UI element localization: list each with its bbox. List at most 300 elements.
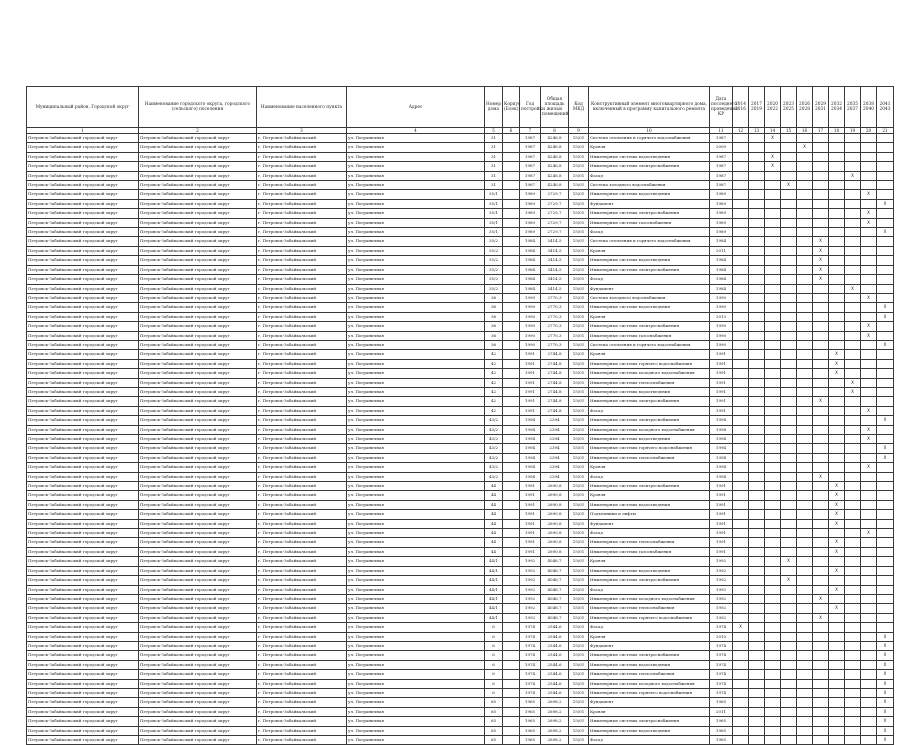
cell-p: Петровск-Забайкальский городской округ — [139, 453, 257, 462]
cell-a: ул. Пограничная — [347, 331, 485, 340]
table-row — [27, 369, 894, 378]
cell-h: 36 — [485, 331, 503, 340]
cell-e: Фундамент — [589, 519, 710, 528]
cell-empty — [503, 359, 520, 368]
cell-n: г. Петровск-Забайкальский — [257, 510, 347, 519]
cell-h: 42 — [485, 406, 503, 415]
period-cell — [845, 538, 861, 547]
cell-k: 15/01 — [569, 162, 589, 171]
cell-h: 43/2 — [485, 453, 503, 462]
period-cell — [845, 566, 861, 575]
cell-p: Петровск-Забайкальский городской округ — [139, 670, 257, 679]
cell-p: Петровск-Забайкальский городской округ — [139, 284, 257, 293]
cell-d: 1991 — [710, 378, 733, 387]
period-cell — [829, 670, 845, 679]
cell-empty — [503, 181, 520, 190]
period-cell — [749, 613, 765, 622]
table-row — [27, 209, 894, 218]
period-cell — [765, 698, 781, 707]
cell-y: 1991 — [520, 547, 541, 556]
cell-k: 15/01 — [569, 632, 589, 641]
period-cell — [845, 688, 861, 697]
cell-e: Инженерные системы горячего водоснабжения — [589, 444, 710, 453]
period-cell — [845, 237, 861, 246]
period-cell — [733, 331, 749, 340]
period-cell — [797, 218, 813, 227]
column-number: 4 — [347, 128, 485, 134]
period-cell — [797, 529, 813, 538]
period-mark: X — [877, 340, 894, 349]
cell-p: Петровск-Забайкальский городской округ — [139, 331, 257, 340]
period-cell — [829, 134, 845, 143]
period-cell — [829, 228, 845, 237]
cell-y: 1984 — [520, 256, 541, 265]
period-cell — [797, 651, 813, 660]
period-cell — [861, 378, 877, 387]
cell-k: 15/01 — [569, 416, 589, 425]
period-cell — [765, 557, 781, 566]
period-cell — [797, 190, 813, 199]
cell-n: г. Петровск-Забайкальский — [257, 679, 347, 688]
cell-p: Петровск-Забайкальский городской округ — [139, 387, 257, 396]
cell-h: 36 — [485, 340, 503, 349]
cell-h: 44 — [485, 482, 503, 491]
cell-r: Петровск-Забайкальский городской округ — [27, 641, 139, 650]
period-cell — [813, 670, 829, 679]
period-cell — [845, 651, 861, 660]
period-cell — [813, 547, 829, 556]
cell-e: Инженерные системы газоснабжения — [589, 547, 710, 556]
period-mark: X — [829, 350, 845, 359]
period-cell — [781, 510, 797, 519]
cell-k: 15/01 — [569, 322, 589, 331]
period-cell — [797, 322, 813, 331]
period-cell — [765, 425, 781, 434]
cell-p: Петровск-Забайкальский городской округ — [139, 623, 257, 632]
period-cell — [797, 331, 813, 340]
period-mark: X — [781, 576, 797, 585]
period-cell — [765, 679, 781, 688]
cell-s: 3414,5 — [541, 246, 569, 255]
table-row — [27, 717, 894, 726]
cell-d: 1987 — [710, 171, 733, 180]
period-cell — [765, 275, 781, 284]
period-cell — [877, 256, 894, 265]
cell-empty — [503, 463, 520, 472]
cell-n: г. Петровск-Забайкальский — [257, 350, 347, 359]
cell-p: Петровск-Забайкальский городской округ — [139, 594, 257, 603]
period-cell — [797, 538, 813, 547]
cell-s: 4046,7 — [541, 585, 569, 594]
cell-y: 1994 — [520, 463, 541, 472]
cell-empty — [503, 228, 520, 237]
cell-k: 15/01 — [569, 303, 589, 312]
period-mark: X — [877, 632, 894, 641]
period-mark: X — [845, 378, 861, 387]
period-cell — [765, 604, 781, 613]
period-cell — [845, 679, 861, 688]
period-cell — [733, 482, 749, 491]
cell-n: г. Петровск-Забайкальский — [257, 623, 347, 632]
cell-a: ул. Пограничная — [347, 350, 485, 359]
period-cell — [765, 585, 781, 594]
cell-y: 1991 — [520, 482, 541, 491]
cell-r: Петровск-Забайкальский городской округ — [27, 538, 139, 547]
period-cell — [813, 303, 829, 312]
column-header: Корпус (Блок) — [503, 87, 520, 128]
period-cell — [781, 707, 797, 716]
cell-s: 2394 — [541, 425, 569, 434]
period-cell — [813, 293, 829, 302]
cell-n: г. Петровск-Забайкальский — [257, 397, 347, 406]
period-cell — [829, 651, 845, 660]
period-cell — [733, 378, 749, 387]
table-row — [27, 265, 894, 274]
cell-a: ул. Пограничная — [347, 134, 485, 143]
period-cell — [861, 152, 877, 161]
period-cell — [733, 228, 749, 237]
period-cell — [861, 397, 877, 406]
period-mark: X — [861, 406, 877, 415]
cell-n: г. Петровск-Забайкальский — [257, 378, 347, 387]
period-cell — [845, 256, 861, 265]
cell-d: 1987 — [710, 134, 733, 143]
period-cell — [829, 717, 845, 726]
cell-h: 65 — [485, 736, 503, 745]
cell-r: Петровск-Забайкальский городской округ — [27, 519, 139, 528]
cell-a: ул. Пограничная — [347, 519, 485, 528]
period-mark: X — [877, 228, 894, 237]
period-mark: X — [845, 284, 861, 293]
cell-h: 43/2 — [485, 444, 503, 453]
cell-d: 2011 — [710, 707, 733, 716]
period-cell — [749, 698, 765, 707]
period-cell — [845, 444, 861, 453]
table-row — [27, 275, 894, 284]
cell-s: 2770,3 — [541, 331, 569, 340]
cell-s: 4246,8 — [541, 171, 569, 180]
cell-n: г. Петровск-Забайкальский — [257, 134, 347, 143]
period-cell — [765, 538, 781, 547]
period-cell — [765, 416, 781, 425]
cell-e: Инженерные системы водоотведения — [589, 660, 710, 669]
period-cell — [733, 472, 749, 481]
cell-empty — [503, 613, 520, 622]
cell-h: 44/1 — [485, 594, 503, 603]
cell-y: 1992 — [520, 594, 541, 603]
cell-d: 1974 — [710, 660, 733, 669]
period-cell — [829, 162, 845, 171]
cell-d: 1994 — [710, 444, 733, 453]
table-row — [27, 416, 894, 425]
period-cell — [845, 726, 861, 735]
cell-empty — [503, 679, 520, 688]
cell-r: Петровск-Забайкальский городской округ — [27, 303, 139, 312]
period-cell — [813, 698, 829, 707]
period-cell — [813, 623, 829, 632]
period-cell — [797, 256, 813, 265]
table-row — [27, 171, 894, 180]
cell-y: 1974 — [520, 670, 541, 679]
period-cell — [797, 726, 813, 735]
cell-e: Фасад — [589, 529, 710, 538]
cell-e: Инженерные системы электроснабжения — [589, 416, 710, 425]
cell-empty — [503, 736, 520, 745]
cell-y: 1991 — [520, 397, 541, 406]
cell-y: 1994 — [520, 453, 541, 462]
period-cell — [845, 369, 861, 378]
cell-y: 1974 — [520, 660, 541, 669]
cell-y: 1990 — [520, 312, 541, 321]
cell-empty — [503, 670, 520, 679]
period-cell — [765, 717, 781, 726]
cell-d: 1992 — [710, 613, 733, 622]
cell-r: Петровск-Забайкальский городской округ — [27, 679, 139, 688]
period-cell — [749, 209, 765, 218]
cell-n: г. Петровск-Забайкальский — [257, 406, 347, 415]
cell-p: Петровск-Забайкальский городской округ — [139, 576, 257, 585]
column-number: 21 — [877, 128, 894, 134]
cell-p: Петровск-Забайкальский городской округ — [139, 557, 257, 566]
period-cell — [797, 482, 813, 491]
column-header: Общая площадь жилых помещений — [541, 87, 569, 128]
cell-d: 1984 — [710, 256, 733, 265]
period-mark: X — [877, 312, 894, 321]
period-cell — [749, 256, 765, 265]
cell-empty — [503, 350, 520, 359]
cell-y: 1987 — [520, 143, 541, 152]
period-cell — [765, 547, 781, 556]
period-mark: X — [877, 641, 894, 650]
cell-n: г. Петровск-Забайкальский — [257, 331, 347, 340]
cell-h: 44/1 — [485, 557, 503, 566]
table-row — [27, 576, 894, 585]
cell-e: Инженерные системы горячего водоснабжения — [589, 613, 710, 622]
cell-k: 15/01 — [569, 660, 589, 669]
cell-d: 1992 — [710, 585, 733, 594]
cell-d: 1990 — [710, 293, 733, 302]
cell-a: ул. Пограничная — [347, 171, 485, 180]
period-cell — [749, 435, 765, 444]
period-cell — [845, 340, 861, 349]
period-cell — [733, 632, 749, 641]
cell-y: 1984 — [520, 284, 541, 293]
cell-p: Петровск-Забайкальский городской округ — [139, 256, 257, 265]
period-cell — [829, 387, 845, 396]
cell-h: 6 — [485, 660, 503, 669]
cell-r: Петровск-Забайкальский городской округ — [27, 369, 139, 378]
cell-k: 15/01 — [569, 604, 589, 613]
period-cell — [813, 557, 829, 566]
cell-s: 2770,3 — [541, 312, 569, 321]
capital-repair-table — [26, 86, 894, 745]
cell-r: Петровск-Забайкальский городской округ — [27, 717, 139, 726]
period-cell — [733, 613, 749, 622]
cell-r: Петровск-Забайкальский городской округ — [27, 181, 139, 190]
cell-empty — [503, 482, 520, 491]
cell-e: Кровля — [589, 463, 710, 472]
cell-d: 1974 — [710, 651, 733, 660]
cell-d: 1965 — [710, 726, 733, 735]
period-cell — [829, 406, 845, 415]
period-cell — [813, 350, 829, 359]
cell-h: 44/1 — [485, 613, 503, 622]
period-cell — [861, 143, 877, 152]
cell-s: 2690,8 — [541, 519, 569, 528]
cell-n: г. Петровск-Забайкальский — [257, 181, 347, 190]
cell-k: 15/01 — [569, 651, 589, 660]
period-mark: X — [781, 181, 797, 190]
cell-s: 3414,5 — [541, 275, 569, 284]
period-cell — [861, 453, 877, 462]
column-number: 9 — [569, 128, 589, 134]
period-cell — [861, 566, 877, 575]
period-cell — [829, 237, 845, 246]
cell-r: Петровск-Забайкальский городской округ — [27, 491, 139, 500]
period-cell — [781, 604, 797, 613]
period-mark: X — [861, 435, 877, 444]
cell-empty — [503, 707, 520, 716]
period-cell — [749, 143, 765, 152]
cell-s: 2744,8 — [541, 378, 569, 387]
cell-k: 15/01 — [569, 557, 589, 566]
cell-y: 1987 — [520, 152, 541, 161]
cell-d: 1991 — [710, 491, 733, 500]
table-row — [27, 181, 894, 190]
cell-p: Петровск-Забайкальский городской округ — [139, 209, 257, 218]
period-cell — [749, 472, 765, 481]
cell-k: 15/01 — [569, 641, 589, 650]
cell-h: 44 — [485, 529, 503, 538]
table-row — [27, 340, 894, 349]
period-cell — [861, 594, 877, 603]
cell-r: Петровск-Забайкальский городской округ — [27, 359, 139, 368]
period-cell — [749, 284, 765, 293]
period-cell — [733, 651, 749, 660]
period-cell — [781, 463, 797, 472]
cell-a: ул. Пограничная — [347, 482, 485, 491]
cell-n: г. Петровск-Забайкальский — [257, 594, 347, 603]
period-cell — [829, 378, 845, 387]
period-mark: X — [829, 604, 845, 613]
cell-s: 2698,2 — [541, 698, 569, 707]
period-mark: X — [813, 472, 829, 481]
period-mark: X — [813, 397, 829, 406]
cell-h: 44 — [485, 491, 503, 500]
cell-s: 3414,5 — [541, 284, 569, 293]
period-cell — [861, 134, 877, 143]
cell-e: Инженерные системы водоотведения — [589, 303, 710, 312]
period-cell — [861, 340, 877, 349]
period-cell — [733, 604, 749, 613]
period-cell — [845, 134, 861, 143]
cell-n: г. Петровск-Забайкальский — [257, 340, 347, 349]
period-mark: X — [797, 143, 813, 152]
cell-h: 36 — [485, 303, 503, 312]
period-cell — [829, 181, 845, 190]
period-cell — [733, 312, 749, 321]
capital-repair-schedule-sheet — [26, 86, 891, 745]
period-cell — [829, 594, 845, 603]
period-cell — [845, 152, 861, 161]
period-cell — [765, 444, 781, 453]
cell-empty — [503, 256, 520, 265]
period-cell — [861, 726, 877, 735]
period-cell — [813, 538, 829, 547]
cell-e: Инженерные системы электроснабжения — [589, 397, 710, 406]
cell-d: 2009 — [710, 143, 733, 152]
period-cell — [861, 246, 877, 255]
cell-e: Инженерные системы водоотведения — [589, 256, 710, 265]
cell-s: 2394 — [541, 453, 569, 462]
cell-a: ул. Пограничная — [347, 246, 485, 255]
cell-e: Инженерные системы холодного водоснабжения — [589, 679, 710, 688]
period-cell — [845, 623, 861, 632]
period-cell — [765, 378, 781, 387]
period-cell — [813, 566, 829, 575]
cell-a: ул. Пограничная — [347, 265, 485, 274]
cell-empty — [503, 717, 520, 726]
period-cell — [829, 190, 845, 199]
period-mark: X — [765, 152, 781, 161]
cell-e: Инженерные системы теплоснабжения — [589, 453, 710, 462]
cell-k: 15/01 — [569, 181, 589, 190]
cell-d: 1984 — [710, 265, 733, 274]
cell-a: ул. Пограничная — [347, 152, 485, 161]
cell-k: 15/01 — [569, 435, 589, 444]
cell-k: 15/01 — [569, 500, 589, 509]
cell-y: 1987 — [520, 134, 541, 143]
cell-k: 15/01 — [569, 707, 589, 716]
period-cell — [861, 228, 877, 237]
period-cell — [733, 162, 749, 171]
period-cell — [845, 585, 861, 594]
period-cell — [813, 632, 829, 641]
period-cell — [765, 736, 781, 745]
cell-y: 1994 — [520, 444, 541, 453]
period-cell — [861, 444, 877, 453]
period-cell — [781, 660, 797, 669]
period-cell — [829, 256, 845, 265]
cell-r: Петровск-Забайкальский городской округ — [27, 228, 139, 237]
cell-r: Петровск-Забайкальский городской округ — [27, 312, 139, 321]
period-cell — [813, 369, 829, 378]
cell-a: ул. Пограничная — [347, 293, 485, 302]
cell-k: 15/01 — [569, 171, 589, 180]
period-cell — [749, 651, 765, 660]
period-cell — [781, 293, 797, 302]
period-mark: X — [813, 256, 829, 265]
period-cell — [813, 726, 829, 735]
period-cell — [733, 293, 749, 302]
period-cell — [797, 698, 813, 707]
cell-empty — [503, 303, 520, 312]
table-row — [27, 425, 894, 434]
period-cell — [845, 331, 861, 340]
cell-e: Инженерные системы водоотведения — [589, 500, 710, 509]
cell-y: 1965 — [520, 707, 541, 716]
period-cell — [797, 406, 813, 415]
period-cell — [781, 359, 797, 368]
period-cell — [749, 688, 765, 697]
cell-y: 1974 — [520, 623, 541, 632]
period-cell — [749, 397, 765, 406]
period-cell — [813, 331, 829, 340]
period-cell — [797, 632, 813, 641]
period-cell — [813, 190, 829, 199]
cell-d: 1992 — [710, 604, 733, 613]
cell-h: 42 — [485, 369, 503, 378]
